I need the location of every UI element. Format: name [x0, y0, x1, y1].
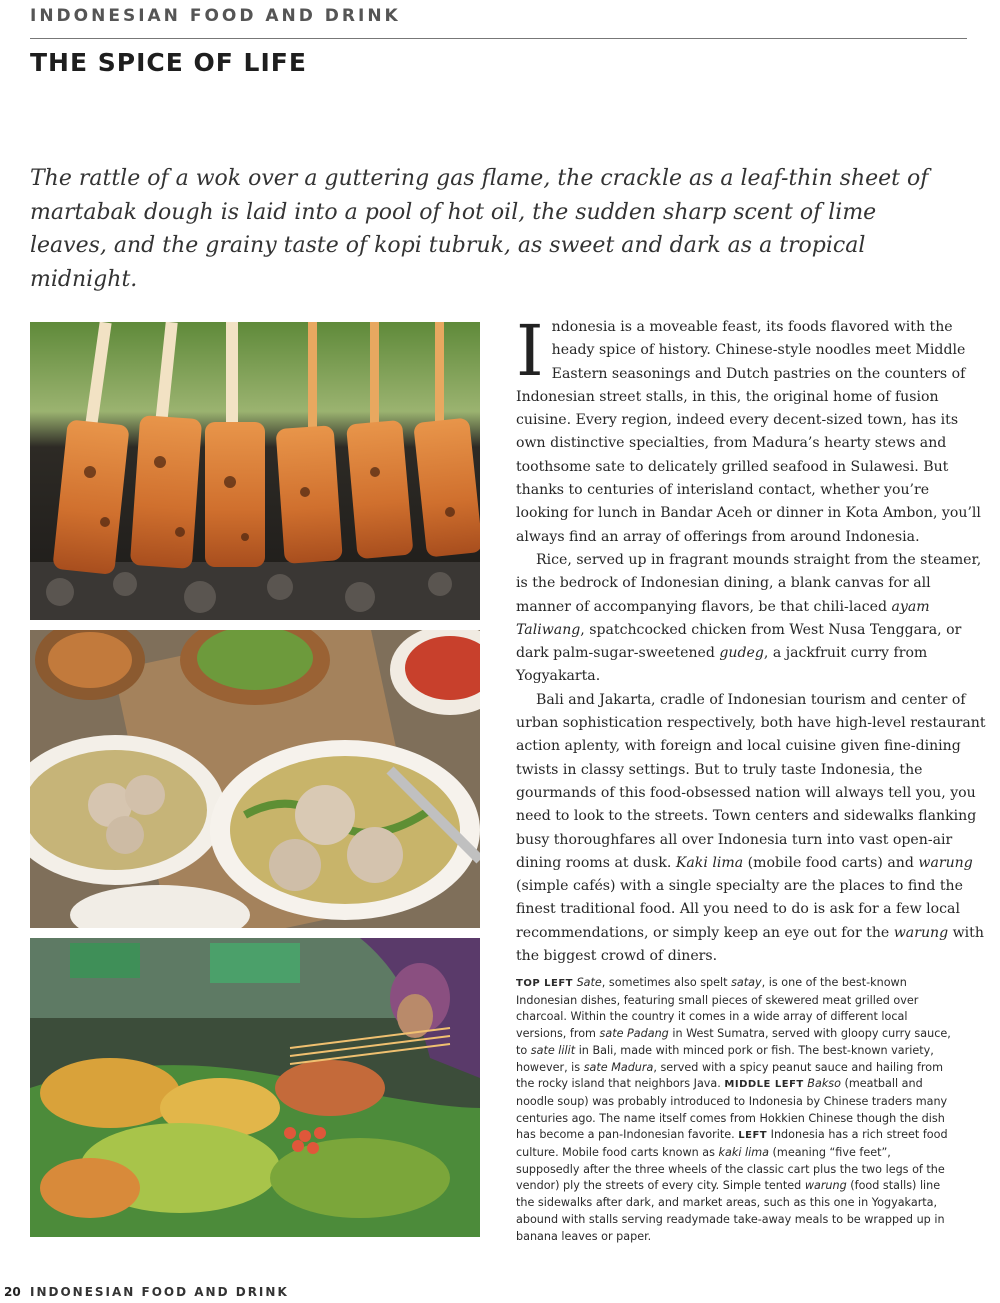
- text-run: , served with a spicy peanut sauce and hailing from the rocky island that neighbors Java.: [516, 1060, 943, 1091]
- body-text: [516, 310, 986, 968]
- italic-term: warung: [918, 854, 973, 871]
- italic-term: Bakso: [807, 1077, 841, 1091]
- text-run: (meatball and noodle soup) was probably introduced to Indonesia by Chinese traders many centuries ago. The name itself comes from Hokkien Chinese though the dish has become a pan-Indonesian favorite.: [516, 1077, 948, 1142]
- text-run: (mobile food carts) and: [743, 854, 919, 871]
- italic-term: sate lilit: [530, 1043, 576, 1057]
- intro-paragraph: The rattle of a wok over a guttering gas flame, the crackle as a leaf-thin sheet of martabak dough is laid into a pool of hot oil, the sudden sharp scent of lime leaves, and the grainy taste of kopi tubruk, as sweet and dark as a tropical midnight.: [30, 166, 929, 292]
- text-run: , is one of the best-known Indonesian dishes, featuring small pieces of skewered meat grilled over charcoal. Within the country it comes in a wide array of different local versions, from: [516, 976, 919, 1041]
- italic-term: kaki lima: [718, 1146, 769, 1160]
- italic-term: sate Madura: [583, 1060, 654, 1074]
- text-run: , sometimes also spelt: [601, 976, 732, 989]
- market-illustration: [30, 938, 480, 1237]
- italic-term: Kaki lima: [675, 854, 744, 871]
- bakso-illustration: [30, 630, 480, 928]
- text-run: in Bali, made with minced pork or fish. The best-known variety, however, is: [516, 1043, 934, 1074]
- body-paragraph-2: [516, 549, 986, 689]
- text-run: in West Sumatra, served with gloopy curry sauce, to: [516, 1027, 951, 1057]
- text-run: with the biggest crowd of diners.: [516, 924, 984, 965]
- section-kicker: INDONESIAN FOOD AND DRINK: [30, 6, 401, 26]
- italic-term: satay: [731, 976, 762, 989]
- page-title: THE SPICE OF LIFE: [30, 48, 307, 77]
- italic-term: gudeg: [719, 645, 764, 662]
- text-run: Bali and Jakarta, cradle of Indonesian tourism and center of urban sophistication respectively, both have high-level restaurant action aplenty, with foreign and local cuisine given fine-dining twists in classy settings. But to truly taste Indonesia, the gourmands of this food-obsessed nation will always tell you, you need to look to the streets. Town centers and sidewalks flanking busy thoroughfares all over Indonesia turn into vast open-air dining rooms at dusk.: [516, 691, 986, 871]
- paragraph-text: ndonesia is a moveable feast, its foods flavored with the heady spice of history. Chinese-style noodles meet Middle Eastern seasonings and Dutch pastries on the counters of Indonesian street stalls, in this, the original home of fusion cuisine. Every region, indeed every decent-sized town, has its own distinctive specialties, from Madura’s hearty stews and toothsome sate to delicately grilled seafood in Sulawesi. But thanks to centuries of interisland contact, whether you’re looking for lunch in Bandar Aceh or dinner in Kota Ambon, you’ll always find an array of offerings from around Indonesia.: [516, 319, 981, 545]
- photo-caption: [516, 975, 956, 1245]
- italic-term: Sate: [576, 976, 602, 989]
- satay-illustration: [30, 322, 480, 620]
- caption-label: TOP LEFT: [516, 978, 573, 989]
- text-run: Rice, served up in fragrant mounds straight from the steamer, is the bedrock of Indonesian dining, a blank canvas for all manner of accompanying flavors, be that chili-laced: [516, 551, 982, 615]
- satay-photo: [30, 322, 480, 620]
- italic-term: ayam Taliwang: [516, 598, 930, 638]
- page-number: 20: [4, 1285, 21, 1299]
- text-run: Indonesia has a rich street food culture. Mobile food carts known as: [516, 1128, 948, 1160]
- italic-term: warung: [893, 924, 949, 941]
- text-run: , a jackfruit curry from Yogyakarta.: [516, 645, 928, 685]
- drop-cap: I: [516, 310, 544, 392]
- bakso-photo: [30, 630, 480, 928]
- caption-label: MIDDLE LEFT: [724, 1079, 804, 1091]
- text-run: , spatchcocked chicken from West Nusa Tenggara, or dark palm-sugar-sweetened: [516, 621, 962, 662]
- text-run: (meaning “five feet”, supposedly after the three wheels of the classic cart plus the two legs of the vendor) ply the streets of every city. Simple tented: [516, 1146, 945, 1193]
- body-paragraph-1: [516, 310, 986, 549]
- text-run: (food stalls) line the sidewalks after dark, and market areas, such as this one in Yogyakarta, abound with stalls serving readymade take-away meals to be wrapped up in banana leaves or paper.: [516, 1179, 945, 1243]
- italic-term: sate Padang: [599, 1027, 669, 1041]
- caption-paragraph: [516, 975, 956, 1245]
- text-run: (simple cafés) with a single specialty are the places to find the finest traditional food. All you need to do is ask for a few local recommendations, or simply keep an eye out for the: [516, 878, 963, 941]
- header-rule: [30, 38, 967, 39]
- running-footer: INDONESIAN FOOD AND DRINK: [30, 1285, 289, 1299]
- street-market-photo: [30, 938, 480, 1237]
- italic-term: warung: [804, 1179, 847, 1193]
- caption-label: LEFT: [738, 1130, 768, 1142]
- body-paragraph-3: [516, 689, 986, 969]
